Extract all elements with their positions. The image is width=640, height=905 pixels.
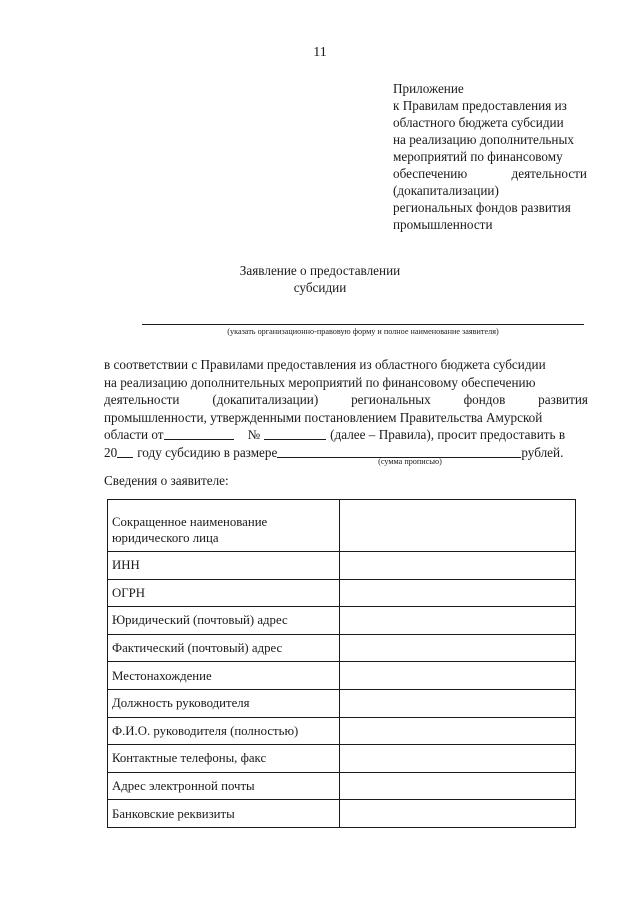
body-text-fragment: (далее – Правила), просит предоставить в [330,427,566,443]
body-text-fragment: году субсидию в размере [137,444,278,460]
row-value-field[interactable] [340,634,576,662]
appendix-line: (докапитализации) [393,183,499,198]
date-blank-field[interactable] [164,426,234,440]
row-value-field[interactable] [340,717,576,745]
appendix-line [393,165,587,182]
appendix-line: к Правилам предоставления из [393,98,567,113]
body-line-5 [104,426,588,444]
table-row [108,579,576,607]
body-line-3 [104,391,588,409]
applicant-name-hint: (указать организационно-правовую форму и полное наименование заявителя) [227,327,499,336]
table-row [108,662,576,690]
appendix-block [393,80,587,233]
body-line-4 [104,409,588,427]
appendix-line: региональных фондов развития [393,200,571,215]
row-value-field[interactable] [340,772,576,800]
table-row [108,500,576,552]
title-line-1: Заявление о предоставлении [239,263,401,278]
table-row [108,634,576,662]
row-label: ИНН [108,552,340,580]
row-label: Сокращенное наименование юридического лица [108,500,340,552]
appendix-line: областного бюджета субсидии [393,115,564,130]
body-line-1 [104,356,588,374]
row-label: Ф.И.О. руководителя (полностью) [108,717,340,745]
row-value-field[interactable] [340,745,576,773]
appendix-word: обеспечению [393,166,468,181]
row-label: Контактные телефоны, факс [108,745,340,773]
applicant-info-table [107,499,576,828]
body-text-fragment: области от [104,427,164,443]
year-blank-field[interactable] [117,444,133,458]
row-label: Банковские реквизиты [108,800,340,828]
body-text-fragment: 20 [104,444,118,460]
row-label: Местонахождение [108,662,340,690]
appendix-line: Приложение [393,81,464,96]
body-word: (докапитализации) [212,392,319,408]
table-row [108,745,576,773]
body-word: деятельности [104,392,180,408]
table-row [108,607,576,635]
body-word: развития [538,392,588,408]
appendix-word: деятельности [511,166,587,181]
row-value-field[interactable] [340,662,576,690]
page-number: 11 [313,45,327,60]
row-value-field[interactable] [340,800,576,828]
appendix-line: на реализацию дополнительных [393,132,574,147]
body-paragraph [104,356,588,462]
number-blank-field[interactable] [264,426,326,440]
row-label: Юридический (почтовый) адрес [108,607,340,635]
document-title [0,262,640,296]
body-line-text: промышленности, утвержденными постановлением Правительства Амурской [104,409,543,425]
body-word: фондов [463,392,506,408]
appendix-line: промышленности [393,217,493,232]
applicant-info-heading: Сведения о заявителе: [104,473,229,488]
row-value-field[interactable] [340,552,576,580]
row-label: Адрес электронной почты [108,772,340,800]
row-value-field[interactable] [340,579,576,607]
row-label: ОГРН [108,579,340,607]
row-value-field[interactable] [340,500,576,552]
body-text-fragment: рублей. [521,444,564,460]
table-row [108,689,576,717]
row-label: Должность руководителя [108,689,340,717]
body-word: региональных [351,392,431,408]
body-line-2 [104,374,588,392]
title-line-2: субсидии [293,280,347,295]
table-row [108,800,576,828]
body-text-fragment: № [247,427,261,443]
body-line-text: в соответствии с Правилами предоставления из областного бюджета субсидии [104,357,546,372]
applicant-name-field[interactable] [142,324,584,325]
row-label: Фактический (почтовый) адрес [108,634,340,662]
table-row [108,717,576,745]
sum-hint: (сумма прописью) [378,457,442,466]
sum-blank-field[interactable] [277,444,521,458]
row-value-field[interactable] [340,607,576,635]
appendix-line: мероприятий по финансовому [393,149,563,164]
table-row [108,772,576,800]
table-row [108,552,576,580]
row-value-field[interactable] [340,689,576,717]
body-line-text: на реализацию дополнительных мероприятий по финансовому обеспечению [104,374,536,390]
